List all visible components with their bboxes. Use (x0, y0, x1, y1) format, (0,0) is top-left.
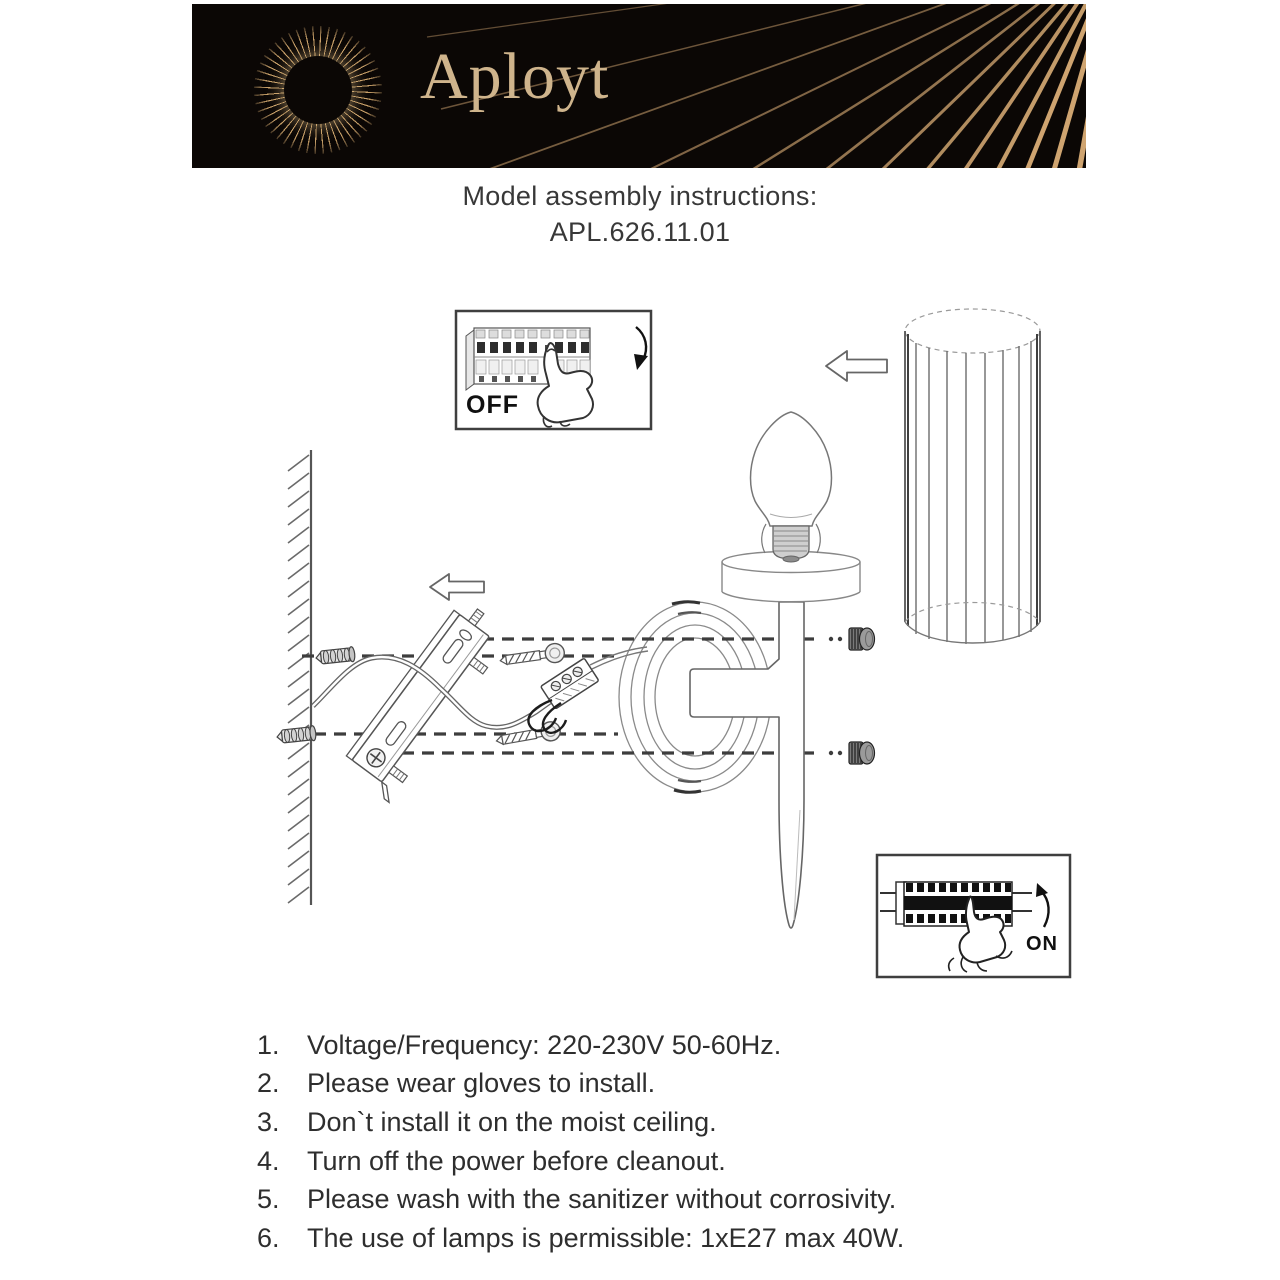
assembly-arrow-bracket (430, 574, 484, 600)
item-number: 3. (257, 1106, 280, 1137)
assembly-arrow-shade (826, 351, 887, 381)
bracket-stud-1 (469, 657, 487, 674)
wall-anchor-1 (315, 646, 355, 665)
item-number: 5. (257, 1184, 280, 1215)
bracket-stud-top (469, 609, 484, 626)
lamp-stem-and-arm (690, 602, 804, 928)
mounting-bracket (339, 598, 513, 802)
off-label: OFF (466, 391, 519, 419)
cylinder-shade (905, 309, 1040, 644)
bulb-screw-base (773, 526, 809, 562)
mounting-screw-1 (499, 642, 566, 670)
item-text: Please wear gloves to install. (307, 1068, 656, 1099)
model-number: APL.626.11.01 (549, 217, 731, 247)
sunburst-logo-icon (254, 26, 382, 154)
dash-end-dots (829, 637, 842, 755)
brand-banner (192, 4, 1086, 168)
list-item (257, 1180, 1087, 1219)
list-item (257, 1103, 1087, 1142)
candle-bulb (751, 412, 832, 562)
list-item (257, 1142, 1087, 1181)
item-text: Voltage/Frequency: 220-230V 50-60Hz. (307, 1029, 782, 1060)
item-number: 2. (257, 1068, 280, 1099)
list-item (257, 1065, 1087, 1104)
list-item (257, 1219, 1087, 1258)
item-text: The use of lamps is permissible: 1xE27 max 40W. (307, 1222, 905, 1253)
instruction-list (257, 1026, 1087, 1258)
title-line1: Model assembly instructions: (462, 181, 818, 211)
breaker-on-inset (877, 855, 1070, 977)
thumb-screw-1 (849, 628, 875, 650)
page-title (0, 178, 1280, 250)
list-item (257, 1026, 1087, 1065)
breaker-off-inset (456, 311, 651, 429)
bracket-stud-2 (389, 766, 407, 783)
item-text: Please wash with the sanitizer without corrosivity. (307, 1184, 897, 1215)
item-text: Turn off the power before cleanout. (307, 1145, 726, 1176)
brand-name: Aployt (420, 40, 610, 113)
on-label: ON (1026, 933, 1058, 955)
item-text: Don`t install it on the moist ceiling. (307, 1106, 717, 1137)
assembly-diagram (0, 278, 1280, 1012)
item-number: 1. (257, 1029, 280, 1060)
breaker-strip-on (880, 882, 1032, 926)
item-number: 6. (257, 1222, 280, 1253)
wire-to-lamp (590, 647, 648, 669)
thumb-screw-2 (849, 742, 875, 764)
item-number: 4. (257, 1145, 280, 1176)
wall-section (288, 450, 311, 905)
